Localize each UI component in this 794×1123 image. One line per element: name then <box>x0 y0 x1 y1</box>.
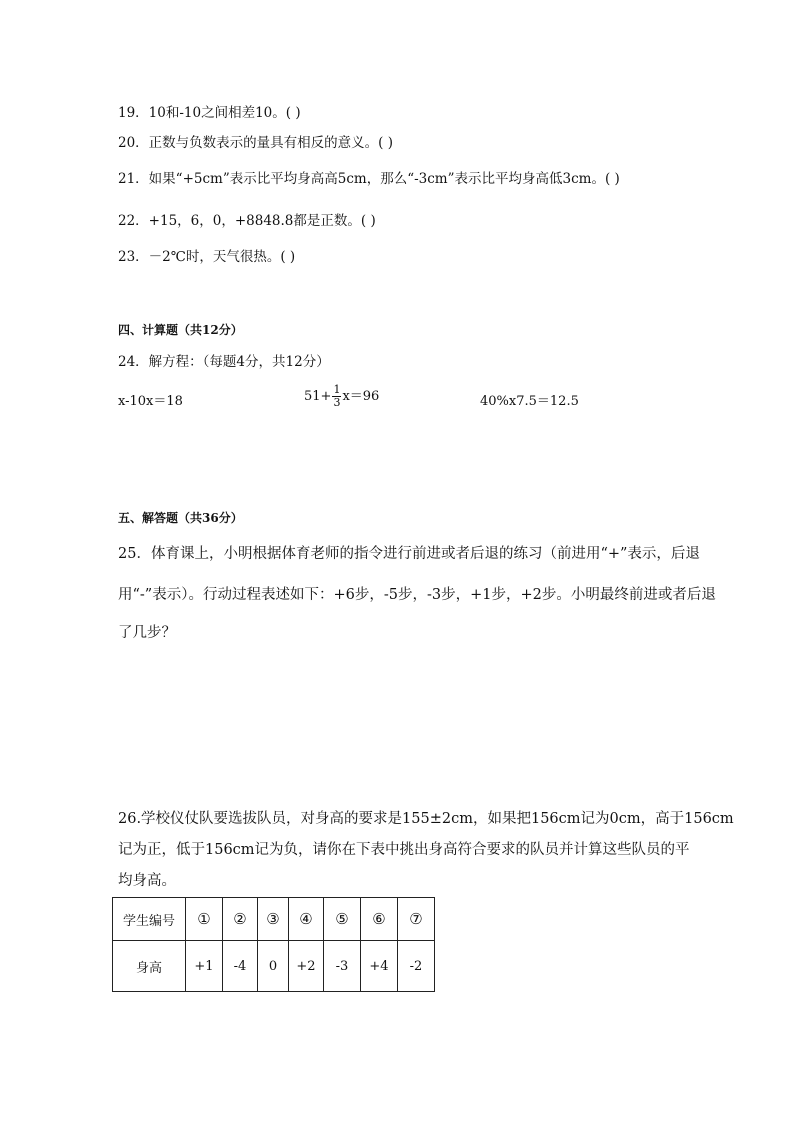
question-26-line-1: 26.学校仪仗队要选拔队员，对身高的要求是155±2cm，如果把156cm记为0cm，高于156cm <box>118 811 734 827</box>
equation-1: x-10x＝18 <box>118 394 183 409</box>
question-25-line-2: 用“-”表示）。行动过程表述如下：+6步，-5步，-3步，+1步，+2步。小明最终前进或者后退 <box>118 587 716 603</box>
table-cell-id: ⑤ <box>324 898 361 941</box>
fraction <box>332 384 341 409</box>
table-header-label: 学生编号 <box>113 898 186 941</box>
question-25-line-1: 25．体育课上，小明根据体育老师的指令进行前进或者后退的练习（前进用“+”表示，后退 <box>118 546 700 562</box>
section-4-title: 四、计算题（共12分） <box>118 323 243 337</box>
question-22: 22．+15，6，0，+8848.8都是正数。( ) <box>118 213 376 229</box>
table-cell-value: +2 <box>289 941 324 992</box>
equation-2-prefix: 51+ <box>304 389 332 404</box>
equation-2-suffix: x＝96 <box>342 389 380 404</box>
equation-3: 40%x7.5＝12.5 <box>480 394 579 409</box>
question-20: 20．正数与负数表示的量具有相反的意义。( ) <box>118 135 394 151</box>
table-row-ids <box>113 898 435 941</box>
question-21: 21．如果“+5cm”表示比平均身高高5cm，那么“-3cm”表示比平均身高低3cm。( ) <box>118 171 620 187</box>
table-cell-id: ③ <box>258 898 289 941</box>
question-19: 19．10和-10之间相差10。( ) <box>118 105 301 121</box>
question-26-line-3: 均身高。 <box>118 873 176 889</box>
table-cell-value: +4 <box>361 941 398 992</box>
question-24: 24．解方程：（每题4分，共12分） <box>118 354 330 370</box>
table-cell-id: ② <box>223 898 258 941</box>
table-cell-value: 0 <box>258 941 289 992</box>
table-cell-value: -4 <box>223 941 258 992</box>
question-25-line-3: 了几步？ <box>118 625 176 641</box>
table-cell-id: ⑥ <box>361 898 398 941</box>
table-cell-id: ① <box>186 898 223 941</box>
question-26-line-2: 记为正，低于156cm记为负，请你在下表中挑出身高符合要求的队员并计算这些队员的平 <box>118 842 690 858</box>
table-cell-value: +1 <box>186 941 223 992</box>
table-cell-id: ⑦ <box>398 898 435 941</box>
question-23: 23．－2℃时，天气很热。( ) <box>118 249 296 265</box>
fraction-numerator: 1 <box>333 383 341 396</box>
fraction-denominator: 3 <box>333 396 341 409</box>
table-row-label: 身高 <box>113 941 186 992</box>
table-cell-value: -2 <box>398 941 435 992</box>
height-table <box>112 897 435 992</box>
section-5-title: 五、解答题（共36分） <box>118 511 243 525</box>
table-cell-value: -3 <box>324 941 361 992</box>
table-cell-id: ④ <box>289 898 324 941</box>
equation-2 <box>304 384 379 409</box>
table-row-heights <box>113 941 435 992</box>
